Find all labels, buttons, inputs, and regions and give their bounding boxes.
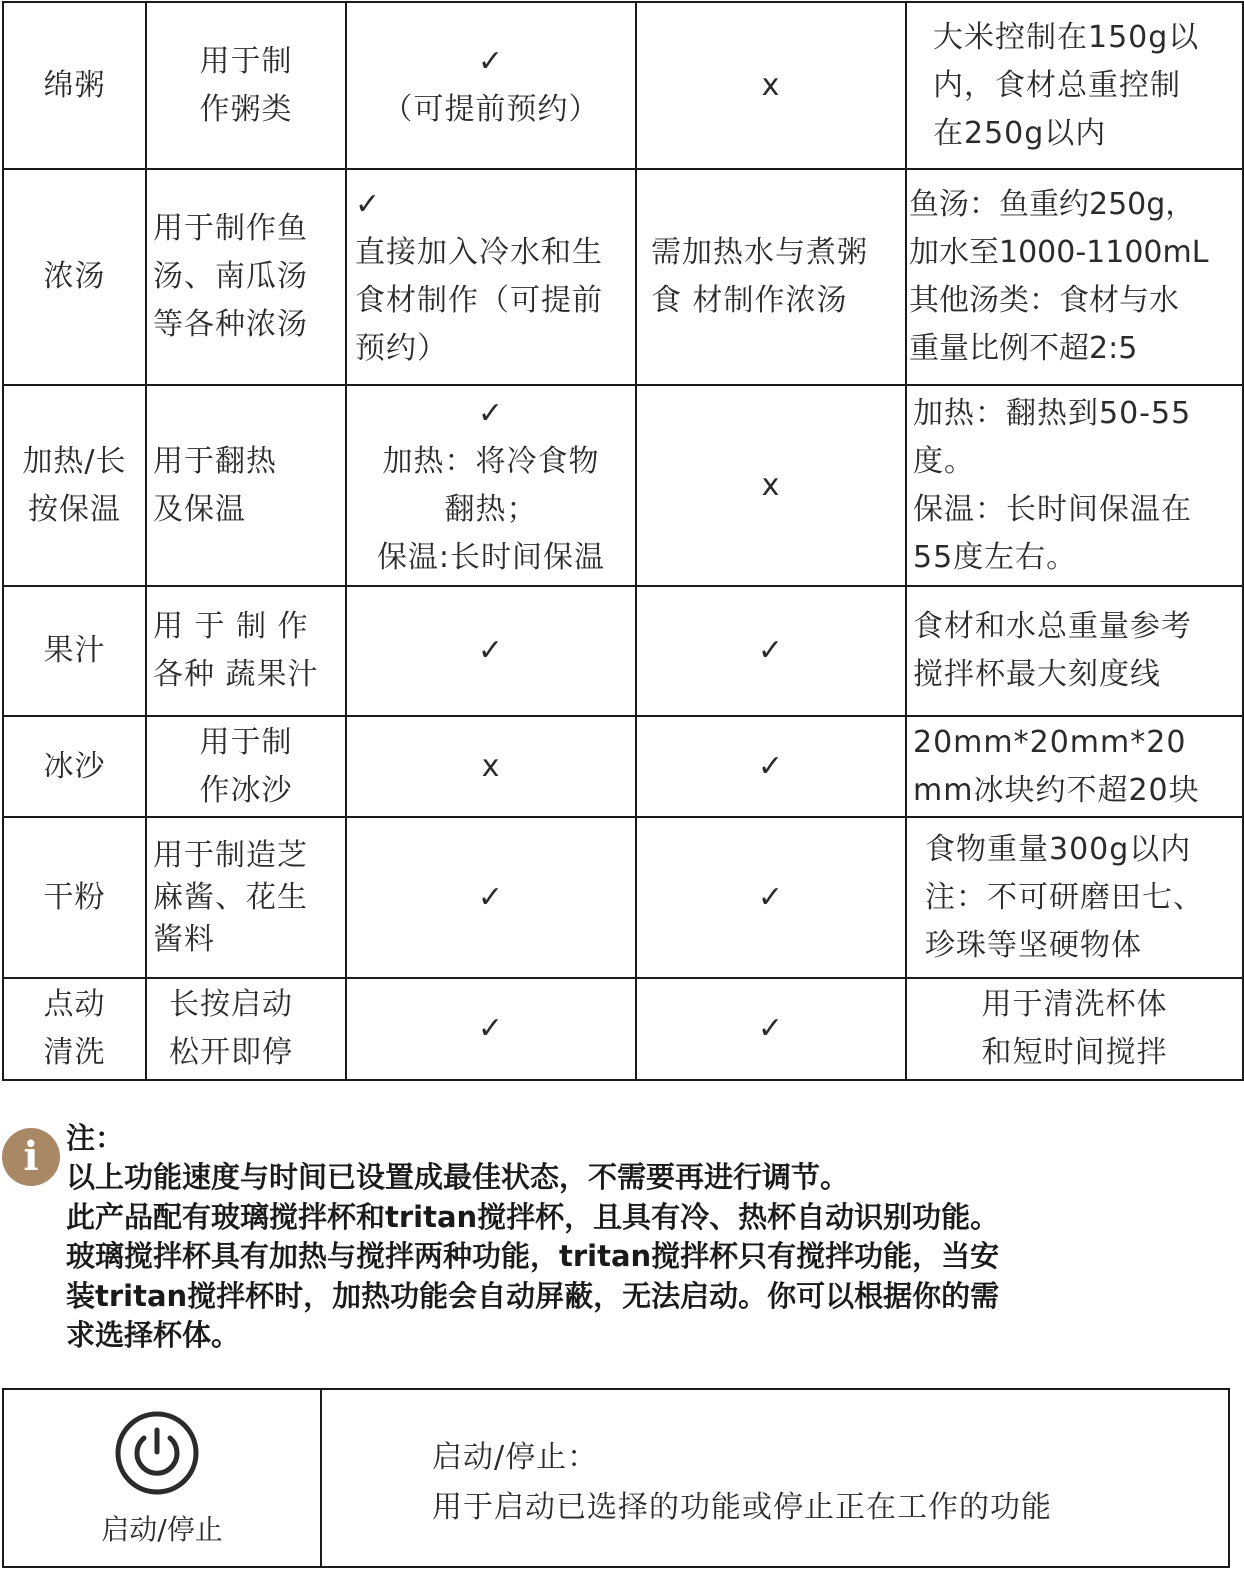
table-row [3,385,1243,586]
function-note: 食物重量300g以内 注：不可研磨田七、 珍珠等坚硬物体 [906,817,1243,978]
legend-divider [320,1390,322,1566]
tritan-cup-support: ✓ [636,978,906,1080]
function-description: 长按启动 松开即停 [146,978,346,1080]
function-description: 用于制造芝 麻酱、花生 酱料 [146,817,346,978]
table-row [3,716,1243,817]
info-icon: i [2,1128,60,1186]
function-name: 干粉 [3,817,146,978]
function-name: 加热/长 按保温 [3,385,146,586]
function-table [2,1,1244,1081]
function-description: 用于制 作粥类 [146,2,346,169]
glass-cup-support: ✓ [346,586,636,716]
function-note: 20mm*20mm*20 mm冰块约不超20块 [906,716,1243,817]
table-row [3,586,1243,716]
glass-cup-support: ✓ [346,978,636,1080]
function-note: 食材和水总重量参考 搅拌杯最大刻度线 [906,586,1243,716]
tritan-cup-support: ✓ [636,716,906,817]
function-note: 大米控制在150g以 内，食材总重控制 在250g以内 [906,2,1243,169]
function-description: 用于制作鱼 汤、南瓜汤 等各种浓汤 [146,169,346,385]
power-button-description: 用于启动已选择的功能或停止正在工作的功能 [432,1490,1052,1525]
table-row [3,978,1243,1080]
function-name: 绵粥 [3,2,146,169]
notice-body: 以上功能速度与时间已设置成最佳状态，不需要再进行调节。 此产品配有玻璃搅拌杯和tritan搅拌杯，且具有冷、热杯自动识别功能。 玻璃搅拌杯具有加热与搅拌两种功能，tritan搅拌杯只有搅拌功能，当安 装tritan搅拌杯时，加热功能会自动屏蔽，无法启动。你可以根据你的需 求选择杯体。 [66,1160,1000,1352]
table-row [3,2,1243,169]
function-name: 果汁 [3,586,146,716]
tritan-cup-support: 需加热水与煮粥 食 材制作浓汤 [636,169,906,385]
function-note: 加热：翻热到50-55 度。 保温：长时间保温在 55度左右。 [906,385,1243,586]
glass-cup-support: x [346,716,636,817]
function-note: 鱼汤：鱼重约250g， 加水至1000-1100mL 其他汤类：食材与水 重量比例不超2:5 [906,169,1243,385]
function-name: 浓汤 [3,169,146,385]
glass-cup-support: ✓ 加热：将冷食物 翻热； 保温:长时间保温 [346,385,636,586]
glass-cup-support: ✓ [346,817,636,978]
power-icon [114,1410,200,1496]
tritan-cup-support: x [636,2,906,169]
table-row [3,817,1243,978]
glass-cup-support: ✓ 直接加入冷水和生 食材制作（可提前 预约） [346,169,636,385]
tritan-cup-support: ✓ [636,817,906,978]
glass-cup-support: ✓ （可提前预约） [346,2,636,169]
tritan-cup-support: ✓ [636,586,906,716]
table-row [3,169,1243,385]
function-description: 用 于 制 作 各种 蔬果汁 [146,586,346,716]
function-name: 点动 清洗 [3,978,146,1080]
function-note: 用于清洗杯体 和短时间搅拌 [906,978,1243,1080]
tritan-cup-support: x [636,385,906,586]
power-button-title: 启动/停止： [432,1440,599,1475]
function-name: 冰沙 [3,716,146,817]
power-button-legend [2,1388,1230,1568]
function-description: 用于制 作冰沙 [146,716,346,817]
notice-title: 注： [66,1121,125,1155]
function-description: 用于翻热 及保温 [146,385,346,586]
power-button-label: 启动/停止 [101,1513,223,1546]
